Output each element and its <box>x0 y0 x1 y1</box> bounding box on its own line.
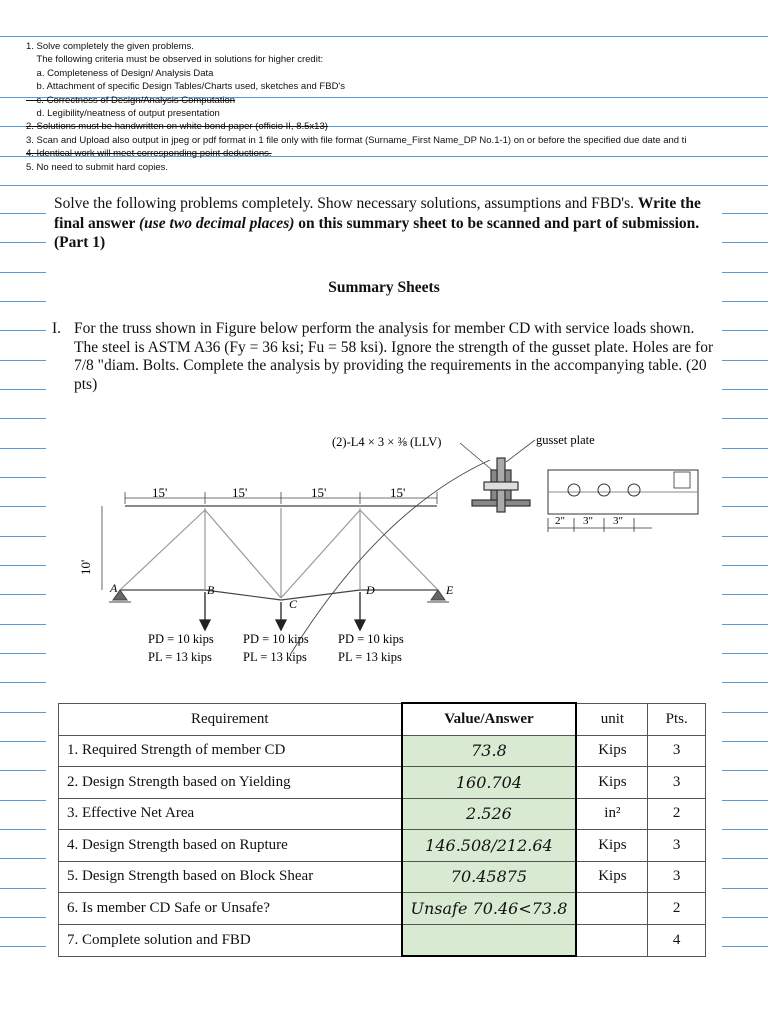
span-label: 15' <box>232 485 248 500</box>
pts-cell: 4 <box>648 924 706 956</box>
unit-cell: Kips <box>576 767 647 799</box>
problem-number: I. <box>52 320 62 337</box>
unit-cell <box>576 924 647 956</box>
height-label: 10' <box>78 559 93 575</box>
load-arrow-d <box>355 620 365 630</box>
answer-cell <box>402 924 577 956</box>
span-label: 15' <box>390 485 406 500</box>
unit-header: unit <box>576 703 647 735</box>
instruction-item: b. Attachment of specific Design Tables/Charts used, sketches and FBD's <box>26 81 345 93</box>
table-row <box>59 924 706 956</box>
instruction-item: 1. Solve completely the given problems. <box>26 41 194 52</box>
summary-table <box>58 702 706 957</box>
bolt-spacing-label: 3" <box>613 515 623 527</box>
instruction-item: 4. Identical work will meet corresponding point deductions. <box>26 148 272 160</box>
load-arrow-c <box>276 620 286 630</box>
unit-cell: in² <box>576 798 647 830</box>
pts-cell: 3 <box>648 735 706 767</box>
load-dead-d: PD = 10 kips <box>338 632 404 646</box>
angle-section-view <box>472 458 530 512</box>
problem-text: For the truss shown in Figure below perform the analysis for member CD with service loads shown. The steel is ASTM A36 (Fy = 36 ksi; Fu = 58 ksi). Ignore the strength of the gusset plate. Holes are for 7/8 "diam. Bolts. Complete the analysis by providing the requirements in the accompanying table. (20 pts) <box>74 320 714 393</box>
instruction-item: The following criteria must be observed in solutions for higher credit: <box>26 54 324 66</box>
node-label: D <box>366 583 375 597</box>
answer-cell: 160.704 <box>402 767 577 799</box>
requirement-cell: 2. Design Strength based on Yielding <box>59 767 402 799</box>
load-live-b: PL = 13 kips <box>148 650 212 664</box>
instruction-item: 3. Scan and Upload also output in jpeg or pdf format in 1 file only with file format (Surname_First Name_DP No.1-1) on or before the specified due date and ti <box>26 134 687 146</box>
instruction-item: 2. Solutions must be handwritten on white bond paper (officio II, 8.5x13) <box>26 121 328 133</box>
unit-cell: Kips <box>576 830 647 862</box>
answer-cell: Unsafe 70.46<73.8 <box>402 893 577 925</box>
table-row <box>59 861 706 893</box>
value-header: Value/Answer <box>402 703 577 735</box>
angle-label: (2)-L4 × 3 × ⅜ (LLV) <box>332 435 442 449</box>
pts-cell: 3 <box>648 767 706 799</box>
span-label: 15' <box>152 485 168 500</box>
pts-cell: 3 <box>648 861 706 893</box>
load-dead-b: PD = 10 kips <box>148 632 214 646</box>
requirement-cell: 6. Is member CD Safe or Unsafe? <box>59 893 402 925</box>
table-row <box>59 893 706 925</box>
unit-cell: Kips <box>576 861 647 893</box>
requirement-cell: 7. Complete solution and FBD <box>59 924 402 956</box>
intro-submission-note: on this summary sheet to be scanned and part of submission. (Part 1) <box>54 214 700 251</box>
node-label: B <box>207 583 215 597</box>
answer-cell: 146.508/212.64 <box>402 830 577 862</box>
requirement-header: Requirement <box>59 703 402 735</box>
answer-cell: 70.45875 <box>402 861 577 893</box>
intro-emphasis: Write the final answer <box>54 195 701 232</box>
bolt-spacing-label: 3" <box>583 515 593 527</box>
node-label: C <box>289 597 298 611</box>
load-live-c: PL = 13 kips <box>243 650 307 664</box>
answer-cell: 73.8 <box>402 735 577 767</box>
pts-cell: 3 <box>648 830 706 862</box>
requirement-cell: 3. Effective Net Area <box>59 798 402 830</box>
page-title: Summary Sheets <box>328 279 440 296</box>
support-e <box>431 590 445 600</box>
instruction-item: d. Legibility/neatness of output presentation <box>26 108 220 120</box>
unit-cell: Kips <box>576 735 647 767</box>
requirement-cell: 4. Design Strength based on Rupture <box>59 830 402 862</box>
unit-cell <box>576 893 647 925</box>
span-label: 15' <box>311 485 327 500</box>
table-row <box>59 830 706 862</box>
instruction-item: 5. No need to submit hard copies. <box>26 161 169 173</box>
requirement-cell: 5. Design Strength based on Block Shear <box>59 861 402 893</box>
table-row <box>59 735 706 767</box>
pts-header: Pts. <box>648 703 706 735</box>
pts-cell: 2 <box>648 893 706 925</box>
instruction-item: c. Correctness of Design/Analysis Computation <box>26 94 236 106</box>
requirement-cell: 1. Required Strength of member CD <box>59 735 402 767</box>
gusset-label: gusset plate <box>536 433 595 447</box>
intro-decimal-note: (use two decimal places) <box>138 214 295 232</box>
table-row <box>59 767 706 799</box>
pts-cell: 2 <box>648 798 706 830</box>
instruction-item: a. Completeness of Design/ Analysis Data <box>26 67 214 79</box>
load-live-d: PL = 13 kips <box>338 650 402 664</box>
load-dead-c: PD = 10 kips <box>243 632 309 646</box>
table-row <box>59 798 706 830</box>
bolt-spacing-label: 2" <box>555 515 565 527</box>
intro-line: Solve the following problems completely. Show necessary solutions, assumptions and FBD's. <box>54 195 634 212</box>
node-label: E <box>446 583 454 597</box>
load-arrow-b <box>200 620 210 630</box>
node-label: A <box>110 581 118 595</box>
bolt-layout-detail <box>548 470 698 532</box>
table-header-row <box>59 703 706 735</box>
answer-cell: 2.526 <box>402 798 577 830</box>
